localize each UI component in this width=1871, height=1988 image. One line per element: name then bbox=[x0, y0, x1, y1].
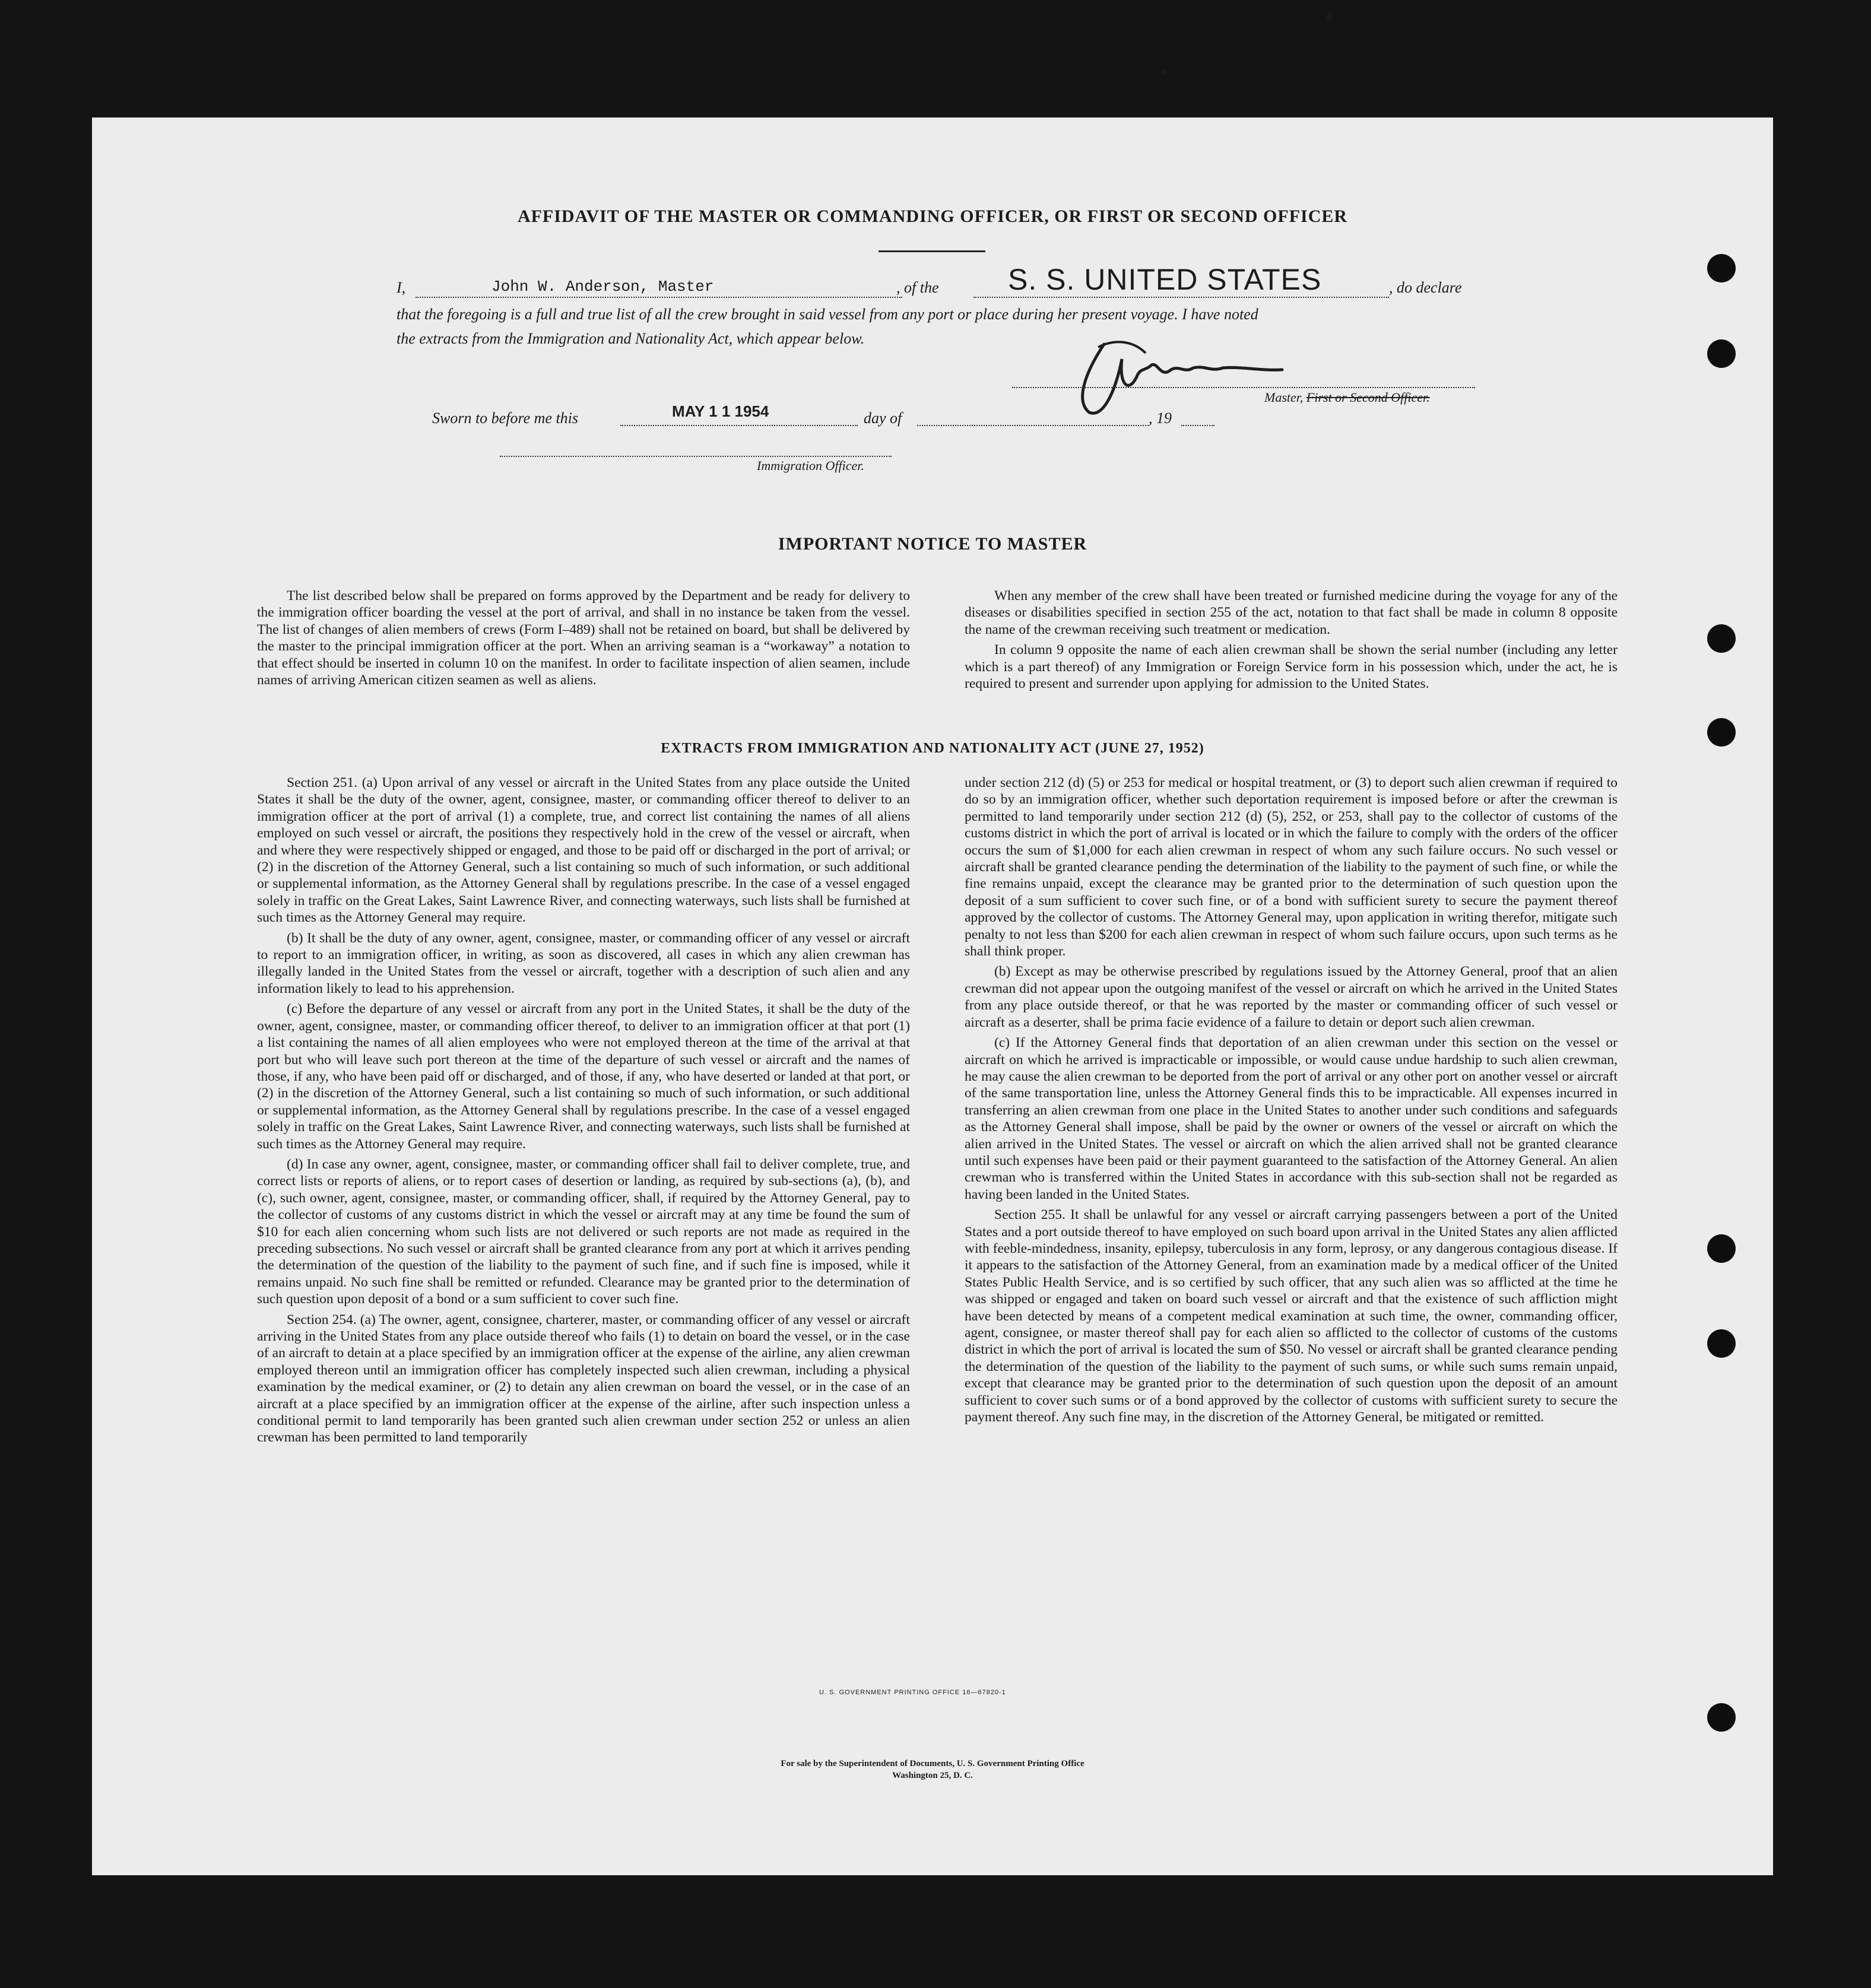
section-251b: (b) It shall be the duty of any owner, agent, consignee, master, or commanding officer of any vessel or aircraft to report to an immigration officer, in writing, as soon as discovered, all cases in which any alien crewman has illegally landed in the United States from the vessel or aircraft, together with a description of such alien and any information likely to lead to his apprehension. bbox=[257, 930, 910, 996]
notice-paragraph: When any member of the crew shall have been treated or furnished medicine during the voyage for any of the diseases or disabilities specified in section 255 of the act, notation to that fact shall be made in column 8 opposite the name of the crewman receiving such treatment or medication. bbox=[965, 588, 1618, 637]
month-line bbox=[917, 425, 1149, 426]
section-254b: (b) Except as may be otherwise prescribed by regulations issued by the Attorney General, proof that an alien crewman did not appear upon the outgoing manifest of the vessel or aircraft on which he arrived in the United States from any place outside thereof, or that he was reported by the master or commanding officer of such vessel or aircraft as a deserter, shall be prima facie evidence of a failure to detain or deport such alien crewman. bbox=[965, 964, 1618, 1030]
notice-right-column bbox=[965, 587, 1618, 696]
extracts-right-column bbox=[965, 774, 1618, 1429]
section-254c: (c) If the Attorney General finds that deportation of an alien crewman under this section on the vessel or aircraft on which he arrived is impracticable or impossible, or would cause undue hardship to such alien crewman, he may cause the alien crewman to be deported from the port of arrival or any other port on another vessel or aircraft of the same transportation line, unless the Attorney General finds this to be impracticable. All expenses incurred in transferring an alien crewman from one place in the United States to another under such conditions and safeguards as the Attorney General shall impose, shall be paid by the owner or owners of the vessel or aircraft on which the alien arrived in the United States. The vessel or aircraft on which the alien arrived shall not be granted clearance until such expenses have been paid or their payment guaranteed to the satisfaction of the Attorney General. An alien crewman who is transferred within the United States in accordance with this sub-section shall not be regarded as having been landed in the United States. bbox=[965, 1035, 1618, 1202]
signer-title-struck: First or Second Officer. bbox=[1306, 390, 1430, 405]
extracts-heading: EXTRACTS FROM IMMIGRATION AND NATIONALITY ACT (JUNE 27, 1952) bbox=[661, 741, 1204, 756]
vessel-name: S. S. UNITED STATES bbox=[1008, 263, 1322, 296]
i-label: I, bbox=[397, 279, 406, 296]
declaration-line-3: the extracts from the Immigration and Nationality Act, which appear below. bbox=[397, 330, 865, 347]
affidavit-title: AFFIDAVIT OF THE MASTER OR COMMANDING OFFICER, OR FIRST OR SECOND OFFICER bbox=[517, 207, 1348, 226]
signer-title bbox=[1264, 390, 1430, 405]
sale-notice-line-1: For sale by the Superintendent of Documents, U. S. Government Printing Office bbox=[781, 1759, 1084, 1768]
notice-left-column bbox=[257, 587, 910, 692]
section-255: Section 255. It shall be unlawful for any vessel or aircraft carrying passengers between a port of the United States and a port outside thereof to have employed on such board upon arrival in the United States any alien afflicted with feeble-mindedness, insanity, epilepsy, tuberculosis in any form, leprosy, or any dangerous contagious disease. If it appears to the satisfaction of the Attorney General, from an examination made by a medical officer of the United States Public Health Service, and is so certified by such officer, that any such alien was so afflicted at the time he was shipped or engaged and taken on board such vessel or aircraft and that the existence of such affliction might have been detected by means of a competent medical examination at such time, the owner, commanding officer, agent, consignee, or master thereof shall pay for each alien so afflicted to the collector of customs of the customs district in which the port of arrival is located the sum of $50. No vessel or aircraft shall be granted clearance pending the determination of the question of the liability to the payment of such sums, or while such sums remain unpaid, except that clearance may be granted prior to the determination of such question upon the deposit of an amount sufficient to cover such sums or of a bond approved by the collector of customs with sufficient surety to secure the payment thereof. Any such fine may, in the discretion of the Attorney General, be mitigated or remitted. bbox=[965, 1207, 1618, 1425]
officer-signature-line bbox=[500, 456, 892, 457]
sworn-label: Sworn to before me this bbox=[432, 409, 579, 427]
sworn-date-line bbox=[620, 425, 858, 426]
binder-hole bbox=[1707, 1234, 1736, 1263]
signer-title-master: Master, bbox=[1264, 390, 1306, 405]
vessel-line bbox=[973, 297, 1389, 298]
title-divider bbox=[879, 250, 985, 252]
declaration-line-2: that the foregoing is a full and true list of all the crew brought in said vessel from any port or place during her present voyage. I have noted bbox=[397, 306, 1258, 323]
of-the-label: , of the bbox=[896, 279, 939, 296]
extracts-left-column bbox=[257, 774, 910, 1450]
printing-office-imprint: U. S. GOVERNMENT PRINTING OFFICE 16—67820-1 bbox=[819, 1689, 1006, 1696]
section-251d: (d) In case any owner, agent, consignee, master, or commanding officer shall fail to deliver complete, true, and correct lists or reports of aliens, or to report cases of desertion or landing, as required by sub-sections (a), (b), and (c), such owner, agent, consignee, master, or commanding officer, shall, if required by the Attorney General, pay to the collector of customs of any customs district in which the vessel or aircraft may at any time be found the sum of $10 for each alien concerning whom such lists are not delivered or such reports are not made as required in the preceding subsections. No such vessel or aircraft shall be granted clearance from any port at which it arrives pending the determination of the question of the liability to the payment of such fine, and if such fine is imposed, while it remains unpaid. No such fine shall be remitted or refunded. Clearance may be granted prior to the determination of such question upon deposit of a bond or a sum sufficient to cover such fine. bbox=[257, 1156, 910, 1307]
notice-paragraph: In column 9 opposite the name of each alien crewman shall be shown the serial number (including any letter which is a part thereof) of any Immigration or Foreign Service form in his possession which, under the act, he is required to present and surrender upon applying for admission to the United States. bbox=[965, 642, 1618, 692]
sworn-date-stamp: MAY 1 1 1954 bbox=[672, 402, 769, 420]
binder-hole bbox=[1707, 1703, 1736, 1732]
sale-notice-line-2: Washington 25, D. C. bbox=[892, 1771, 973, 1780]
section-251a: Section 251. (a) Upon arrival of any vessel or aircraft in the United States from any place outside the United States it shall be the duty of the owner, agent, consignee, master, or commanding officer thereof to deliver to an immigration officer at the port of arrival (1) a complete, true, and correct list containing the names of all aliens employed on such vessel or aircraft, the positions they respectively hold in the crew of the vessel or aircraft, when and where they were respectively shipped or engaged, and those to be paid off or discharged in the port of arrival; or (2) in the discretion of the Attorney General, such a list containing so much of such information, or such additional or supplemental information, as the Attorney General shall by regulations prescribe. In the case of a vessel engaged solely in traffic on the Great Lakes, Saint Lawrence River, and connecting waterways, such lists shall be furnished at such times as the Attorney General may require. bbox=[257, 775, 910, 926]
binder-hole bbox=[1707, 339, 1736, 368]
sale-notice bbox=[92, 1758, 1773, 1781]
year-label: , 19 bbox=[1149, 409, 1172, 427]
officer-label: Immigration Officer. bbox=[757, 458, 864, 473]
declarant-name: John W. Anderson, Master bbox=[491, 278, 714, 296]
master-signature bbox=[1063, 335, 1312, 421]
notice-paragraph: The list described below shall be prepared on forms approved by the Department and be ready for delivery to the immigration officer boarding the vessel at the port of arrival, and shall in no instance be taken from the vessel. The list of changes of alien members of crews (Form I–489) shall not be retained on board, but shall be delivered by the master to the principal immigration officer at the port. When an arriving seaman is a “workaway” a notation to that effect should be inserted in column 10 on the manifest. In order to facilitate inspection of alien seamen, include names of arriving American citizen seamen as well as aliens. bbox=[257, 588, 910, 688]
year-line bbox=[1181, 425, 1214, 426]
day-of-label: day of bbox=[864, 409, 902, 427]
scan-speck bbox=[1327, 13, 1333, 21]
binder-hole bbox=[1707, 1329, 1736, 1358]
scan-speck bbox=[1161, 70, 1166, 75]
notice-heading: IMPORTANT NOTICE TO MASTER bbox=[778, 534, 1087, 554]
binder-hole bbox=[1707, 254, 1736, 282]
declarant-line bbox=[416, 297, 902, 298]
signature-line bbox=[1012, 387, 1475, 388]
section-254a: Section 254. (a) The owner, agent, consignee, charterer, master, or commanding officer of any vessel or aircraft arriving in the United States from any place outside thereof who fails (1) to detain on board the vessel, or in the case of an aircraft to detain at a place specified by an immigration officer at the expense of the airline, any alien crewman employed thereon until an immigration officer has completely inspected such alien crewman, including a physical examination by the medical examiner, or (2) to detain any alien crewman on board the vessel, or in the case of an aircraft at a place specified by an immigration officer at the expense of the airline, after such inspection unless a conditional permit to land temporarily has been granted such alien crewman under section 252 or unless an alien crewman has been permitted to land temporarily bbox=[257, 1311, 910, 1446]
do-declare-label: , do declare bbox=[1389, 279, 1462, 296]
binder-hole bbox=[1707, 624, 1736, 653]
section-251c: (c) Before the departure of any vessel or aircraft from any port in the United States, it shall be the duty of the owner, agent, consignee, master, or commanding officer thereof, to deliver to an immigration officer at that port (1) a list containing the names of all alien employees who were not employed thereon at the time of the arrival at that port but who will leave such port thereon at the time of the departure of such vessel or aircraft and the names of those, if any, who have been paid off or discharged, and of those, if any, who have deserted or landed at that port, or (2) in the discretion of the Attorney General, such a list containing so much of such information, or such additional or supplemental information, as the Attorney General shall by regulations prescribe. In the case of a vessel engaged solely in traffic on the Great Lakes, Saint Lawrence River, and connecting waterways, such lists shall be furnished at such times as the Attorney General may require. bbox=[257, 1001, 910, 1152]
section-254a-continued: under section 212 (d) (5) or 253 for medical or hospital treatment, or (3) to deport such alien crewman if required to do so by an immigration officer, whether such deportation requirement is imposed before or after the crewman is permitted to land temporarily under section 212 (d) (5), 252, or 253, shall pay to the collector of customs of the customs district in which the port of arrival is located or in which the failure to comply with the orders of the officer occurs the sum of $1,000 for each alien crewman in respect of whom any such failure occurs. No such vessel or aircraft shall be granted clearance pending the determination of the liability to the payment of such fine, or while the fine remains unpaid, except the clearance may be granted prior to the determination of such question upon the deposit of a sum sufficient to cover such fine, or of a bond with sufficient surety to secure the payment thereof approved by the collector of customs. The Attorney General may, upon application in writing therefor, mitigate such penalty to not less than $200 for each alien crewman in respect of whom such failure occurs, upon such terms as he shall think proper. bbox=[965, 775, 1618, 960]
